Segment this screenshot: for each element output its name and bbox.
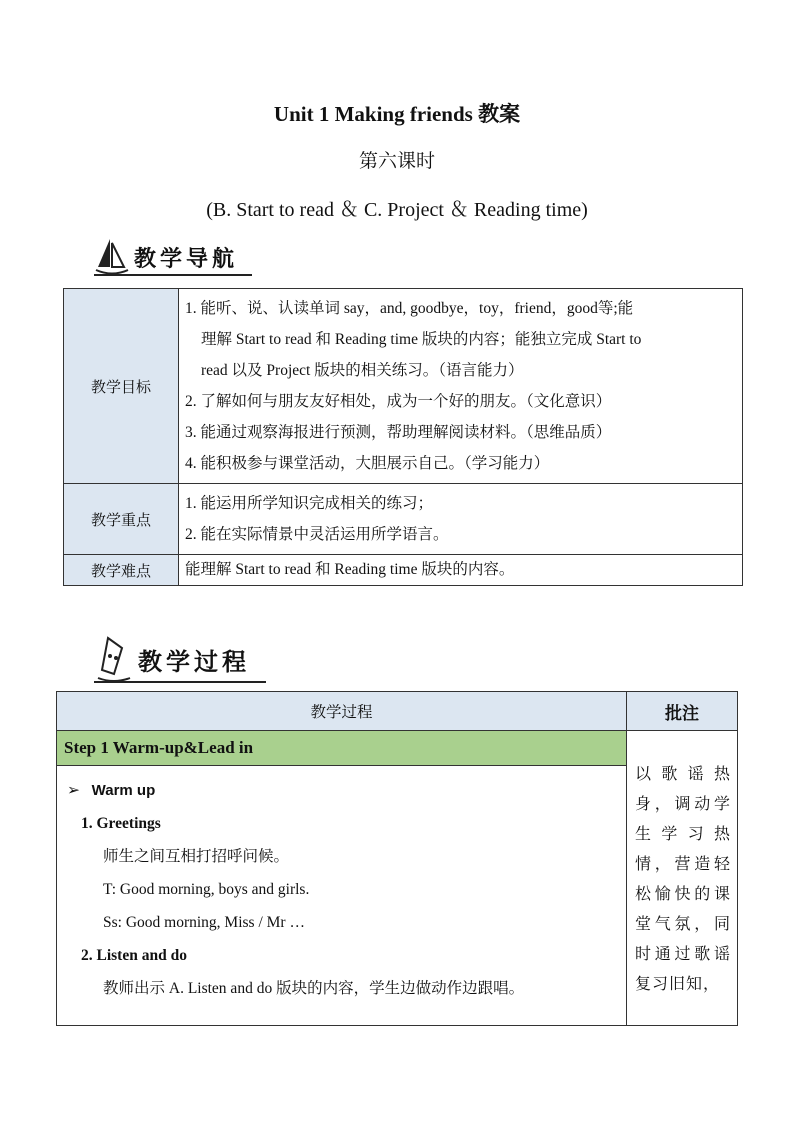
difficulty-line: 能理解 Start to read 和 Reading time 版块的内容。	[185, 561, 515, 578]
key-point-line: 2. 能在实际情景中灵活运用所学语言。	[185, 526, 449, 543]
process-badge-underline	[94, 681, 266, 683]
objectives-table	[63, 288, 743, 586]
table-row	[57, 731, 738, 766]
greetings-line: 师生之间互相打招呼问候。	[103, 848, 290, 865]
nav-badge-text: 教学导航	[134, 246, 239, 272]
difficulties-cell	[179, 555, 743, 586]
note-cell: 以歌谣热身，调动学生学习热情，营造轻松愉快的课堂气氛，同时通过歌谣复习旧知，	[627, 731, 738, 1026]
notes-column-header: 批注	[627, 692, 738, 731]
objective-line: 3. 能通过观察海报进行预测，帮助理解阅读材料。（思维品质）	[185, 424, 612, 441]
table-row	[64, 555, 743, 586]
arrow-bullet-icon: ➢	[67, 781, 80, 799]
nav-badge	[94, 236, 254, 278]
row-header-difficulties: 教学难点	[64, 555, 179, 586]
lesson-subtitle: 第六课时	[358, 151, 435, 172]
listen-line: 教师出示 A. Listen and do 版块的内容，学生边做动作边跟唱。	[103, 980, 525, 997]
nav-badge-underline	[94, 274, 252, 276]
key-points-cell	[179, 484, 743, 555]
row-header-objectives: 教学目标	[64, 289, 179, 484]
objective-line: 4. 能积极参与课堂活动，大胆展示自己。（学习能力）	[185, 455, 550, 472]
objective-line: 理解 Start to read 和 Reading time 版块的内容；能独立完成 Start to	[201, 331, 642, 348]
document-title: Unit 1 Making friends 教案	[273, 102, 521, 126]
greetings-title: 1. Greetings	[81, 815, 161, 832]
listen-title: 2. Listen and do	[81, 947, 187, 964]
process-column-header: 教学过程	[57, 692, 627, 731]
table-row	[64, 484, 743, 555]
process-badge-text: 教学过程	[138, 647, 250, 676]
objectives-cell	[179, 289, 743, 484]
bullet-label: Warm up	[91, 782, 156, 799]
process-table	[56, 691, 738, 1026]
objective-line: 1. 能听、说、认读单词 say，and, goodbye，toy，friend，good等;能	[185, 300, 634, 317]
process-content	[57, 766, 627, 1026]
key-point-line: 1. 能运用所学知识完成相关的练习；	[185, 495, 434, 512]
objective-line: read 以及 Project 版块的相关练习。（语言能力）	[201, 362, 524, 379]
pencil-character-icon	[94, 634, 134, 684]
table-row	[57, 692, 738, 731]
sailboat-icon	[94, 237, 130, 277]
lesson-sections: (B. Start to read ＆ C. Project ＆ Reading time)	[206, 199, 588, 221]
step-title: Step 1 Warm-up&Lead in	[57, 731, 627, 766]
greetings-line: Ss: Good morning, Miss / Mr …	[103, 914, 305, 931]
process-badge	[94, 633, 270, 685]
row-header-key-points: 教学重点	[64, 484, 179, 555]
greetings-line: T: Good morning, boys and girls.	[103, 881, 310, 898]
objective-line: 2. 了解如何与朋友友好相处，成为一个好的朋友。（文化意识）	[185, 393, 612, 410]
bullet-line	[67, 774, 626, 807]
table-row	[64, 289, 743, 484]
